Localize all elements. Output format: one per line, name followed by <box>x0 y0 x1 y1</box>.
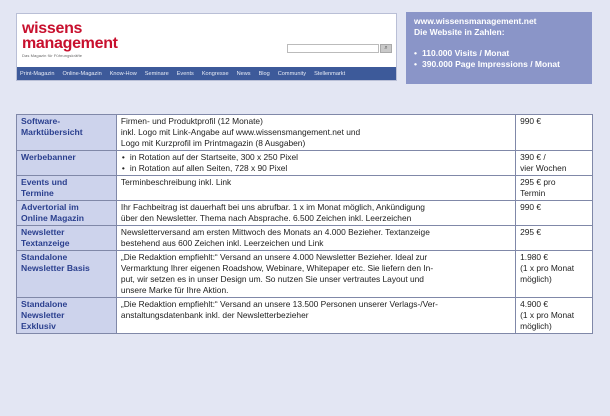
search-icon[interactable]: ⌕ <box>380 44 392 53</box>
nav-item-know-how[interactable]: Know-How <box>109 70 137 77</box>
row-name: Events und Termine <box>17 176 117 201</box>
stats-heading: Die Website in Zahlen: <box>414 27 505 37</box>
table-row <box>17 298 593 334</box>
row-price: 4.900 € (1 x pro Monat möglich) <box>516 298 593 334</box>
nav-item-online-magazin[interactable]: Online-Magazin <box>62 70 102 77</box>
table-row <box>17 201 593 226</box>
row-description: „Die Redaktion empfiehlt:“ Versand an unsere 13.500 Personen unserer Verlags-/Ver- anstaltungsdatenbank inkl. der Newsletterbezieher <box>116 298 515 334</box>
logo-line1: wissens <box>22 20 83 37</box>
table-row <box>17 226 593 251</box>
table-row <box>17 251 593 298</box>
nav-item-stellenmarkt[interactable]: Stellenmarkt <box>314 70 346 77</box>
row-price: 990 € <box>516 115 593 151</box>
logo-tagline: Das Magazin für Führungskräfte <box>22 53 83 58</box>
site-nav <box>17 67 396 80</box>
stats-url: www.wissensmanagement.net <box>414 16 537 26</box>
row-description: Terminbeschreibung inkl. Link <box>116 176 515 201</box>
row-description: Newsletterversand am ersten Mittwoch des Monats an 4.000 Bezieher. Textanzeige bestehend aus 600 Zeichen inkl. Leerzeichen und Link <box>116 226 515 251</box>
row-price: 990 € <box>516 201 593 226</box>
logo-line2: management <box>22 35 118 52</box>
nav-item-events[interactable]: Events <box>176 70 194 77</box>
website-screenshot <box>16 13 397 81</box>
row-name: Software- Marktübersicht <box>17 115 117 151</box>
row-name: Newsletter Textanzeige <box>17 226 117 251</box>
table-row <box>17 176 593 201</box>
logo <box>22 21 118 58</box>
nav-item-seminare[interactable]: Seminare <box>144 70 169 77</box>
nav-item-news[interactable]: News <box>236 70 251 77</box>
nav-item-blog[interactable]: Blog <box>258 70 270 77</box>
row-price: 1.980 € (1 x pro Monat möglich) <box>516 251 593 298</box>
stats-box <box>406 12 592 84</box>
row-price: 295 € <box>516 226 593 251</box>
row-name: Werbebanner <box>17 151 117 176</box>
stats-list <box>414 48 584 70</box>
row-name: Standalone Newsletter Basis <box>17 251 117 298</box>
row-description: „Die Redaktion empfiehlt:“ Versand an unsere 4.000 Newsletter Bezieher. Ideal zur Vermarktung Ihrer eigenen Roadshow, Webinare, Whitepaper etc. Sie liefern den In- put, wir setzen es in unser Design um. So nutzen Sie unser vertrautes Layout und unsere Marke für Ihre Aktion. <box>116 251 515 298</box>
row-price: 295 € pro Termin <box>516 176 593 201</box>
table-row <box>17 151 593 176</box>
stats-item-page-impressions: • 390.000 Page Impressions / Monat <box>414 59 584 70</box>
search-input[interactable] <box>287 44 379 53</box>
row-description: Ihr Fachbeitrag ist dauerhaft bei uns abrufbar. 1 x im Monat möglich, Ankündigung über den Newsletter. Thema nach Absprache. 6.500 Zeichen inkl. Leerzeichen <box>116 201 515 226</box>
nav-item-print-magazin[interactable]: Print-Magazin <box>20 70 55 77</box>
row-price: 390 € / vier Wochen <box>516 151 593 176</box>
row-name: Advertorial im Online Magazin <box>17 201 117 226</box>
nav-item-kongresse[interactable]: Kongresse <box>201 70 229 77</box>
table-row <box>17 115 593 151</box>
nav-item-community[interactable]: Community <box>277 70 307 77</box>
pricing-table <box>16 114 593 334</box>
row-name: Standalone Newsletter Exklusiv <box>17 298 117 334</box>
stats-item-visits: • 110.000 Visits / Monat <box>414 48 584 59</box>
row-description: Firmen- und Produktprofil (12 Monate) inkl. Logo mit Link-Angabe auf www.wissensmangement.net und Logo mit Kurzprofil im Printmagazin (8 Ausgaben) <box>116 115 515 151</box>
row-description: • in Rotation auf der Startseite, 300 x 250 Pixel • in Rotation auf allen Seiten, 728 x 90 Pixel <box>116 151 515 176</box>
